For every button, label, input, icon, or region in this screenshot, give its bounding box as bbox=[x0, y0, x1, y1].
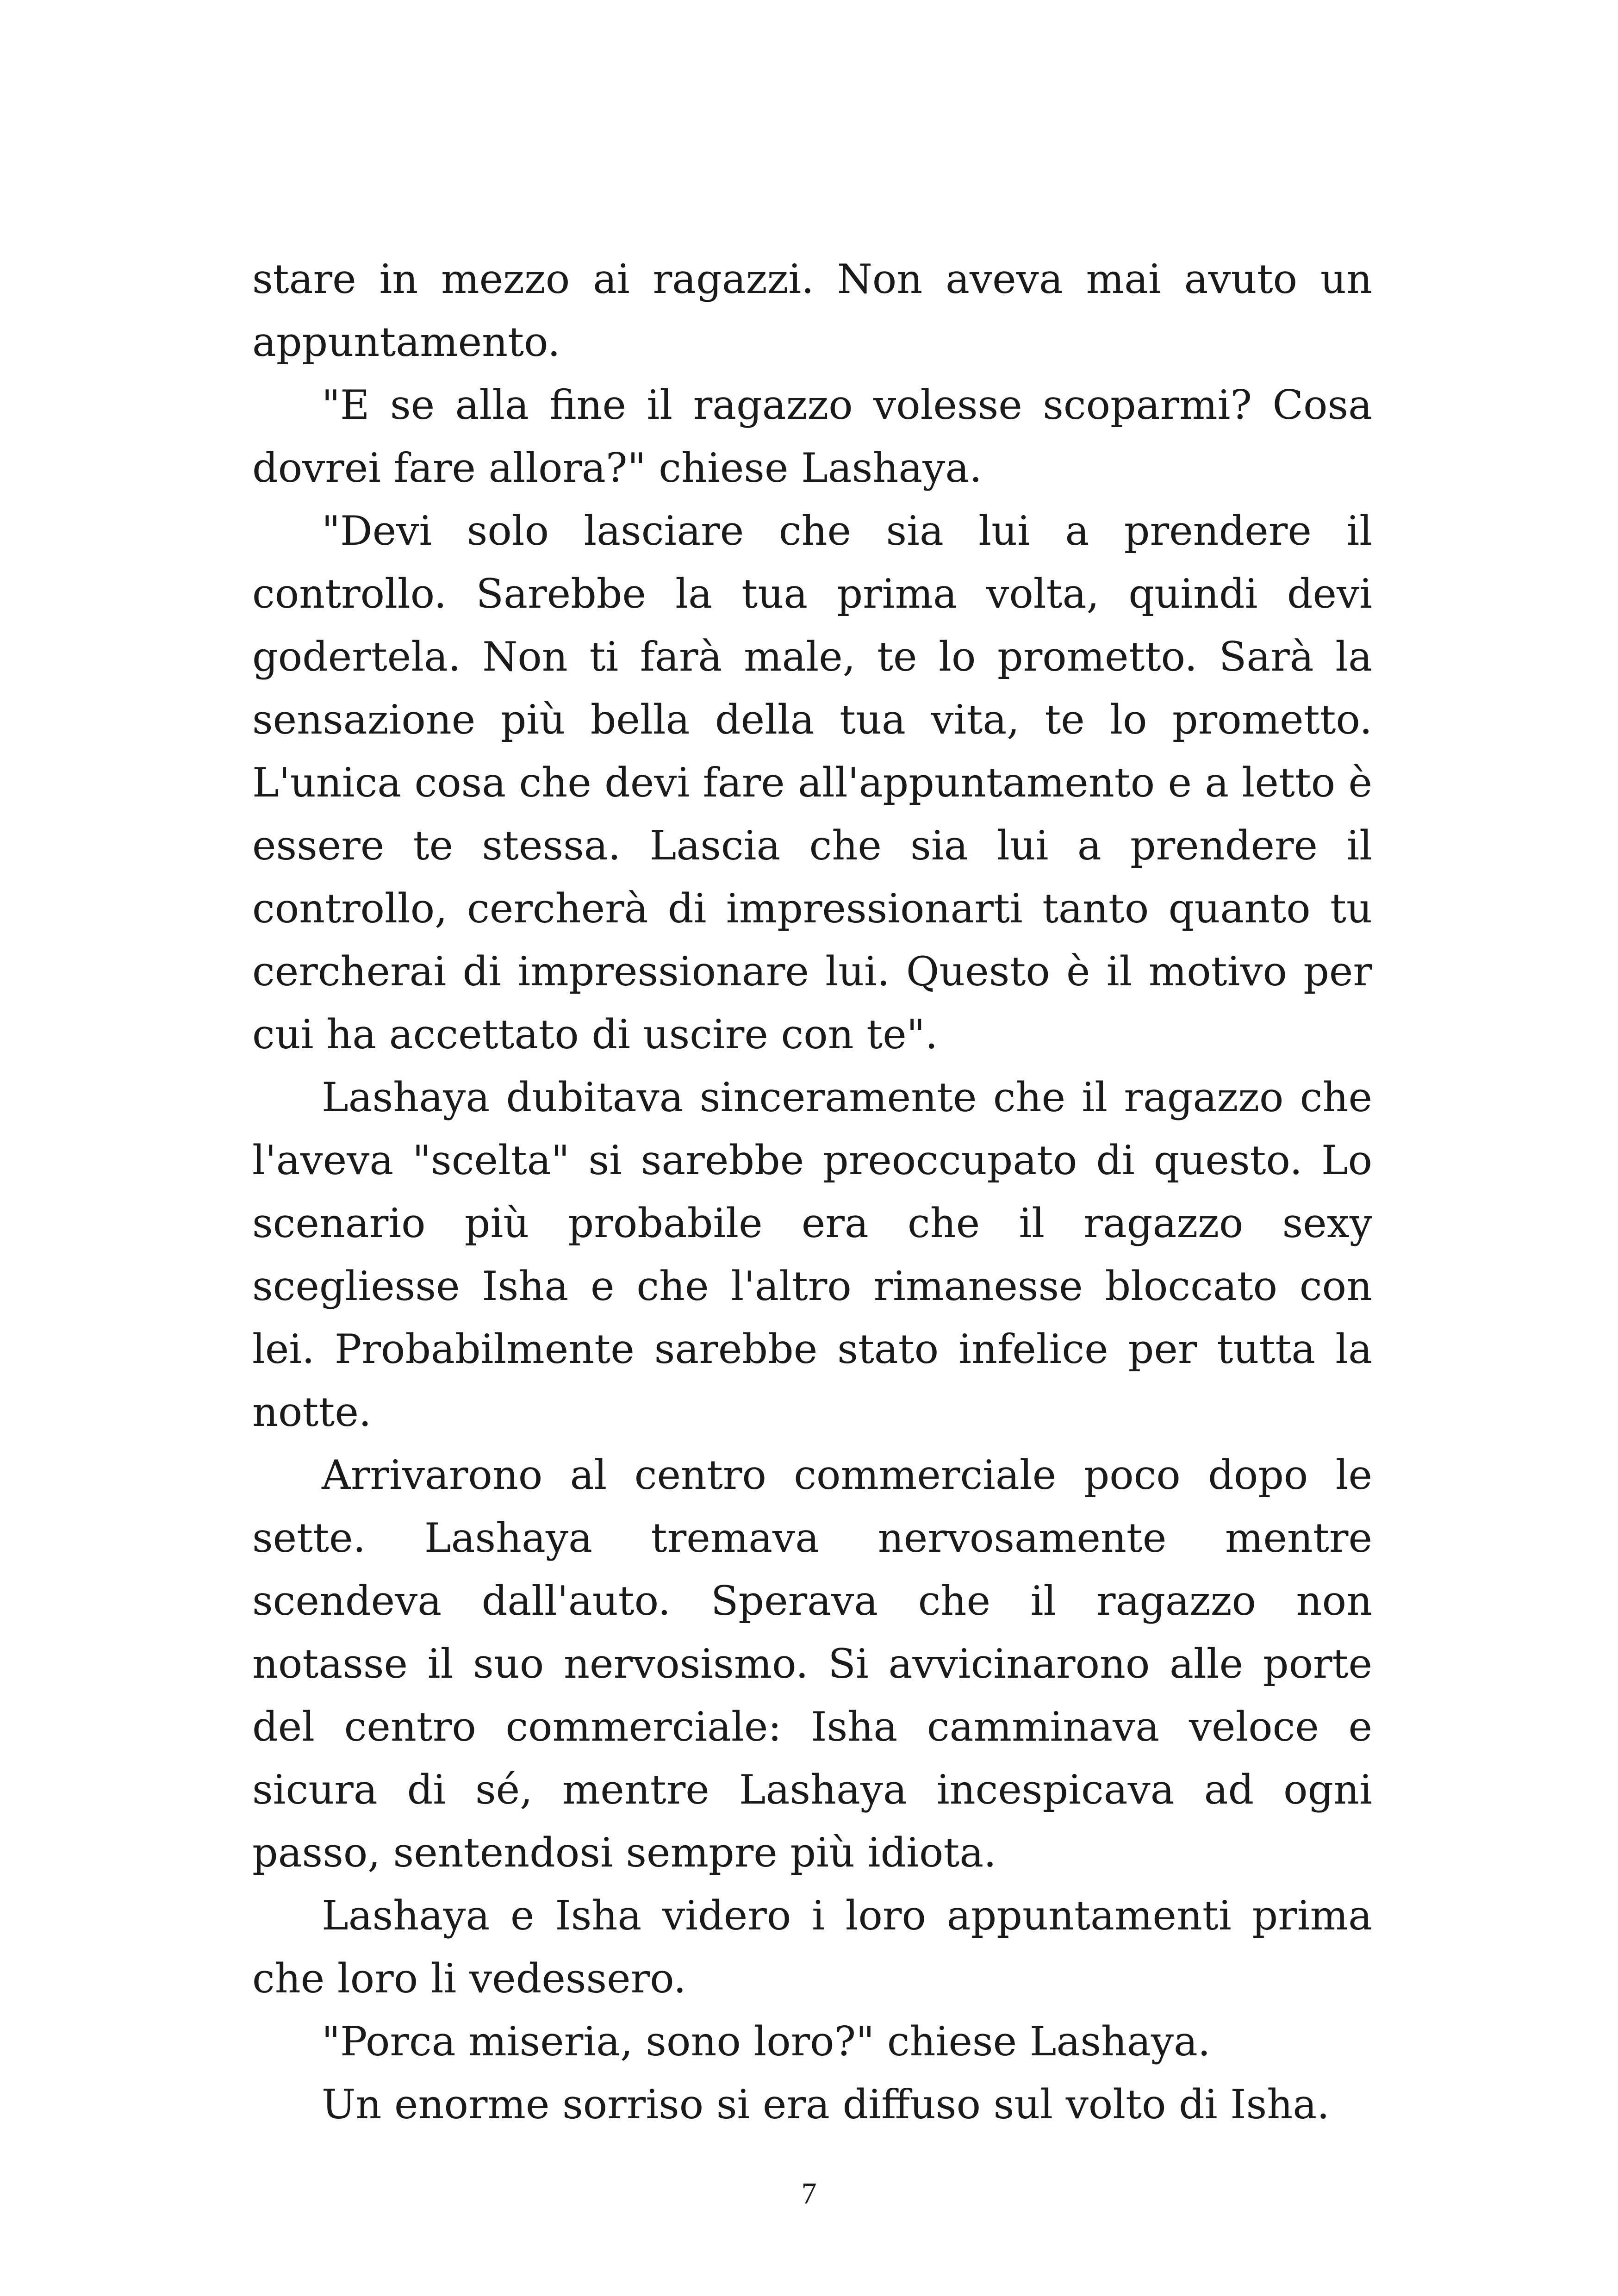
paragraph-8: Un enorme sorriso si era diffuso sul volto di Isha. bbox=[322, 2081, 1330, 2128]
body-text bbox=[252, 248, 1372, 2136]
paragraph-6: Lashaya e Isha videro i loro appuntamenti prima che loro li vedessero. bbox=[252, 1892, 1372, 2002]
paragraph-3: "Devi solo lasciare che sia lui a prendere il controllo. Sarebbe la tua prima volta, quindi devi godertela. Non ti farà male, te lo prometto. Sarà la sensazione più bella della tua vita, te lo prometto. L'unica cosa che devi fare all'appuntamento e a letto è essere te stessa. Lascia che sia lui a prendere il controllo, cercherà di impressionarti tanto quanto tu cercherai di impressionare lui. Questo è il motivo per cui ha accettato di uscire con te". bbox=[252, 507, 1372, 1058]
paragraph-5: Arrivarono al centro commerciale poco dopo le sette. Lashaya tremava nervosamente mentre scendeva dall'auto. Sperava che il ragazzo non notasse il suo nervosismo. Si avvicinarono alle porte del centro commerciale: Isha camminava veloce e sicura di sé, mentre Lashaya incespicava ad ogni passo, sentendosi sempre più idiota. bbox=[252, 1451, 1372, 1876]
paragraph-7: "Porca miseria, sono loro?" chiese Lashaya. bbox=[322, 2018, 1211, 2065]
paragraph-2: "E se alla fine il ragazzo volesse scoparmi? Cosa dovrei fare allora?" chiese Lashaya. bbox=[252, 381, 1372, 492]
paragraph-1: stare in mezzo ai ragazzi. Non aveva mai avuto un appuntamento. bbox=[252, 255, 1372, 366]
paragraph-4: Lashaya dubitava sinceramente che il ragazzo che l'aveva "scelta" si sarebbe preoccupato di questo. Lo scenario più probabile era che il ragazzo sexy scegliesse Isha e che l'altro rimanesse bloccato con lei. Probabilmente sarebbe stato infelice per tutta la notte. bbox=[252, 1074, 1372, 1436]
page-number: 7 bbox=[801, 2177, 817, 2210]
